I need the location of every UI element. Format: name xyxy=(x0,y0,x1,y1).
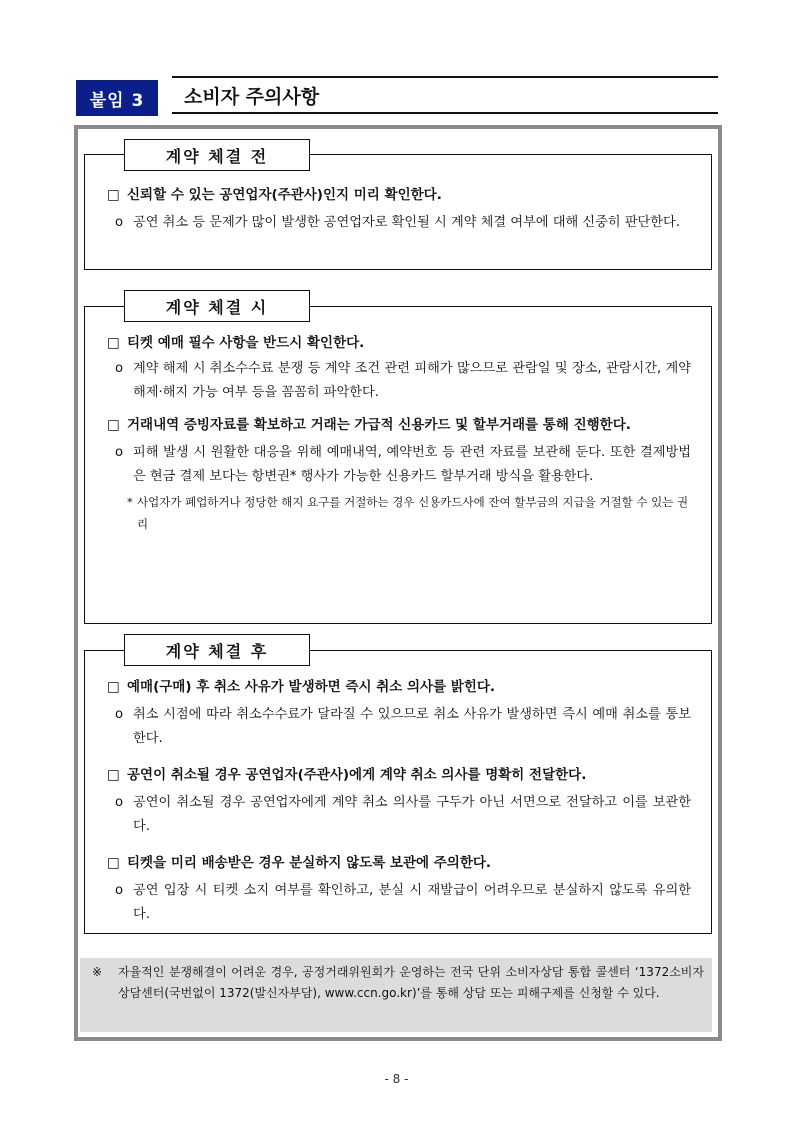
list-item xyxy=(85,675,711,751)
checkbox-icon: □ xyxy=(107,767,120,783)
bullet-icon: o xyxy=(115,215,124,230)
list-item xyxy=(85,763,711,839)
bullet-icon: o xyxy=(115,445,124,460)
checkbox-icon: □ xyxy=(107,335,120,351)
bullet-icon: o xyxy=(115,883,124,898)
checkbox-icon: □ xyxy=(107,417,120,433)
checkbox-icon: □ xyxy=(107,187,120,203)
main-point: □ 공연이 취소될 경우 공연업자(주관사)에게 계약 취소 의사를 명확히 전달한다. xyxy=(85,763,711,787)
main-point: □ 티켓 예매 필수 사항을 반드시 확인한다. xyxy=(85,331,711,355)
tab-during-contract: 계약 체결 시 xyxy=(124,290,310,322)
bullet-icon: o xyxy=(115,707,124,722)
list-item xyxy=(85,851,711,927)
page-title: 소비자 주의사항 xyxy=(172,76,718,114)
bullet-icon: o xyxy=(115,795,124,810)
tab-after-contract: 계약 체결 후 xyxy=(124,634,310,666)
section-before-contract xyxy=(84,154,712,270)
sub-point: o 공연 취소 등 문제가 많이 발생한 공연업자로 확인될 시 계약 체결 여부에 대해 신중히 판단한다. xyxy=(85,211,711,235)
section-during-contract xyxy=(84,306,712,624)
attachment-badge: 붙임 3 xyxy=(76,80,158,116)
reference-mark-icon: ※ xyxy=(92,965,103,979)
reference-note: ※ 자율적인 분쟁해결이 어려운 경우, 공정거래위원회가 운영하는 전국 단위 소비자상담 통합 콜센터 ‘1372소비자상담센터(국번없이 1372(발신자부담), www.ccn.go.kr)’를 통해 상담 또는 피해구제를 신청할 수 있다. xyxy=(80,958,712,1032)
sub-point: o 공연 입장 시 티켓 소지 여부를 확인하고, 분실 시 재발급이 어려우므로 분실하지 않도록 유의한다. xyxy=(85,879,711,927)
list-item xyxy=(85,331,711,405)
footnote-note: * 사업자가 폐업하거나 정당한 해지 요구를 거절하는 경우 신용카드사에 잔여 할부금의 지급을 거절할 수 있는 권리 xyxy=(85,491,711,535)
list-item xyxy=(85,183,711,235)
main-point: □ 거래내역 증빙자료를 확보하고 거래는 가급적 신용카드 및 할부거래를 통해 진행한다. xyxy=(85,413,711,437)
sub-point: o 공연이 취소될 경우 공연업자에게 계약 취소 의사를 구두가 아닌 서면으로 전달하고 이를 보관한다. xyxy=(85,791,711,839)
page-number: - 8 - xyxy=(384,1072,409,1086)
main-point: □ 티켓을 미리 배송받은 경우 분실하지 않도록 보관에 주의한다. xyxy=(85,851,711,875)
tab-before-contract: 계약 체결 전 xyxy=(124,139,310,171)
main-point: □ 신뢰할 수 있는 공연업자(주관사)인지 미리 확인한다. xyxy=(85,183,711,207)
sub-point: o 계약 해제 시 취소수수료 분쟁 등 계약 조건 관련 피해가 많으므로 관람일 및 장소, 관람시간, 계약해제·해지 가능 여부 등을 꼼꼼히 파악한다. xyxy=(85,357,711,405)
sub-point: o 취소 시점에 따라 취소수수료가 달라질 수 있으므로 취소 사유가 발생하면 즉시 예매 취소를 통보한다. xyxy=(85,703,711,751)
list-item xyxy=(85,413,711,535)
main-point: □ 예매(구매) 후 취소 사유가 발생하면 즉시 취소 의사를 밝힌다. xyxy=(85,675,711,699)
bullet-icon: o xyxy=(115,361,124,376)
page-header xyxy=(76,76,718,116)
checkbox-icon: □ xyxy=(107,679,120,695)
checkbox-icon: □ xyxy=(107,855,120,871)
sub-point: o 피해 발생 시 원활한 대응을 위해 예매내역, 예약번호 등 관련 자료를 보관해 둔다. 또한 결제방법은 현금 결제 보다는 항변권* 행사가 가능한 신용카드 할부거래 방식을 활용한다. xyxy=(85,441,711,489)
asterisk-icon: * xyxy=(127,495,133,509)
section-after-contract xyxy=(84,650,712,934)
